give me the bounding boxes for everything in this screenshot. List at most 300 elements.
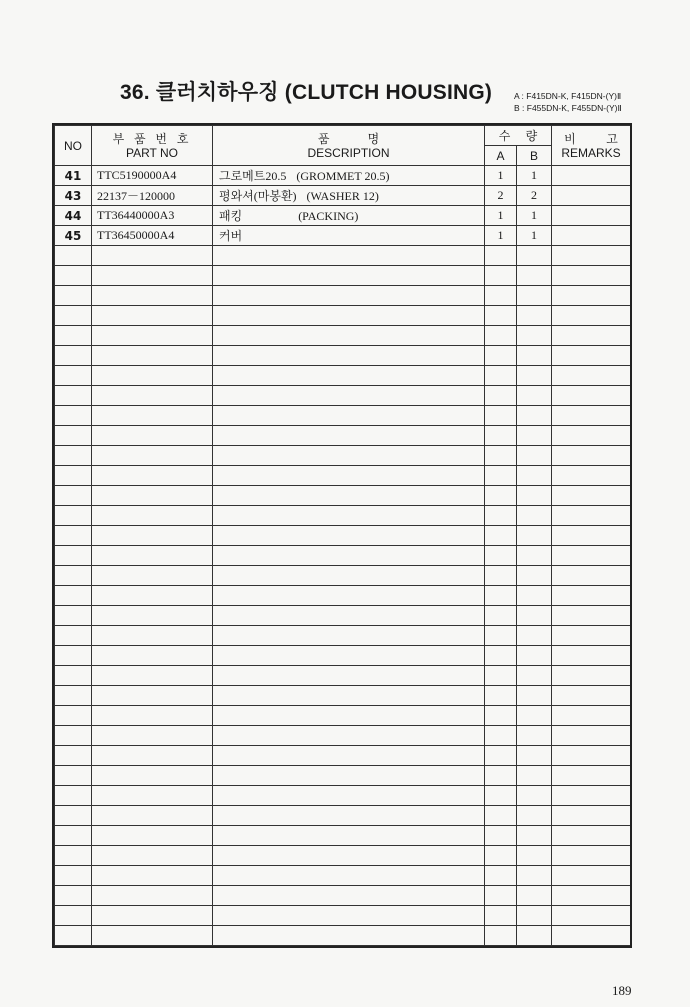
empty-cell <box>552 306 631 326</box>
model-legend <box>514 90 622 114</box>
empty-cell <box>55 726 92 746</box>
empty-table-row <box>55 546 631 566</box>
empty-cell <box>92 306 213 326</box>
empty-cell <box>485 486 517 506</box>
empty-cell <box>517 886 552 906</box>
row-remarks <box>552 206 631 226</box>
empty-cell <box>517 326 552 346</box>
header-qty-b: B <box>517 146 552 166</box>
empty-cell <box>485 266 517 286</box>
empty-cell <box>552 446 631 466</box>
row-description <box>213 226 485 246</box>
empty-cell <box>55 806 92 826</box>
empty-cell <box>213 946 485 949</box>
empty-cell <box>92 566 213 586</box>
empty-cell <box>92 486 213 506</box>
empty-cell <box>92 606 213 626</box>
empty-cell <box>485 546 517 566</box>
row-description-kr: 커버 <box>219 229 243 243</box>
empty-table-row <box>55 586 631 606</box>
empty-cell <box>517 526 552 546</box>
empty-cell <box>213 546 485 566</box>
empty-cell <box>517 286 552 306</box>
empty-cell <box>92 786 213 806</box>
empty-cell <box>517 566 552 586</box>
empty-cell <box>92 366 213 386</box>
empty-cell <box>92 266 213 286</box>
empty-cell <box>517 466 552 486</box>
row-qty-a: 2 <box>485 186 517 206</box>
empty-cell <box>213 766 485 786</box>
empty-cell <box>213 706 485 726</box>
empty-cell <box>55 366 92 386</box>
empty-cell <box>213 806 485 826</box>
empty-cell <box>485 306 517 326</box>
empty-cell <box>213 266 485 286</box>
row-part-no: 22137－120000 <box>92 186 213 206</box>
empty-cell <box>55 246 92 266</box>
row-description-kr: 평와셔(마봉환) <box>219 189 297 203</box>
empty-cell <box>517 606 552 626</box>
empty-cell <box>517 486 552 506</box>
row-part-no: TT36450000A4 <box>92 226 213 246</box>
empty-table-row <box>55 466 631 486</box>
header-part-no-kr: 부 품 번 호 <box>112 131 192 146</box>
empty-cell <box>485 806 517 826</box>
empty-table-row <box>55 646 631 666</box>
empty-cell <box>485 786 517 806</box>
empty-cell <box>517 826 552 846</box>
empty-cell <box>213 726 485 746</box>
empty-cell <box>485 346 517 366</box>
model-b-label: B : F455DN-K, F455DN-(Y)Ⅱ <box>514 103 622 113</box>
empty-cell <box>55 886 92 906</box>
empty-cell <box>552 466 631 486</box>
empty-cell <box>485 686 517 706</box>
empty-table-row <box>55 486 631 506</box>
empty-cell <box>552 366 631 386</box>
empty-cell <box>485 946 517 949</box>
empty-cell <box>55 566 92 586</box>
empty-cell <box>92 686 213 706</box>
empty-cell <box>213 406 485 426</box>
row-part-no: TT36440000A3 <box>92 206 213 226</box>
empty-cell <box>92 546 213 566</box>
empty-cell <box>55 626 92 646</box>
empty-cell <box>485 846 517 866</box>
empty-cell <box>213 246 485 266</box>
empty-cell <box>213 586 485 606</box>
empty-cell <box>517 806 552 826</box>
empty-cell <box>213 926 485 946</box>
header-description <box>213 126 485 166</box>
empty-cell <box>552 786 631 806</box>
header-remarks-en: REMARKS <box>561 145 621 160</box>
empty-cell <box>213 306 485 326</box>
row-no: 44 <box>55 206 92 226</box>
empty-cell <box>55 486 92 506</box>
empty-cell <box>485 406 517 426</box>
empty-cell <box>517 746 552 766</box>
empty-cell <box>92 846 213 866</box>
empty-table-row <box>55 726 631 746</box>
empty-cell <box>485 826 517 846</box>
empty-cell <box>92 626 213 646</box>
empty-cell <box>55 286 92 306</box>
empty-cell <box>485 646 517 666</box>
empty-cell <box>485 626 517 646</box>
empty-cell <box>55 546 92 566</box>
empty-cell <box>517 726 552 746</box>
empty-table-row <box>55 906 631 926</box>
empty-cell <box>92 286 213 306</box>
empty-cell <box>552 686 631 706</box>
empty-table-row <box>55 886 631 906</box>
empty-cell <box>552 606 631 626</box>
row-description-en: (PACKING) <box>298 209 359 223</box>
empty-cell <box>552 546 631 566</box>
empty-table-row <box>55 686 631 706</box>
empty-cell <box>485 426 517 446</box>
empty-cell <box>55 386 92 406</box>
empty-cell <box>517 906 552 926</box>
empty-cell <box>517 846 552 866</box>
empty-cell <box>55 706 92 726</box>
empty-cell <box>213 326 485 346</box>
row-description <box>213 206 485 226</box>
empty-cell <box>213 286 485 306</box>
empty-cell <box>213 666 485 686</box>
empty-cell <box>55 906 92 926</box>
empty-cell <box>552 866 631 886</box>
empty-cell <box>517 926 552 946</box>
row-qty-b: 1 <box>517 166 552 186</box>
empty-cell <box>552 326 631 346</box>
header-part-no-en: PART NO <box>125 145 178 160</box>
empty-cell <box>552 886 631 906</box>
empty-cell <box>213 386 485 406</box>
empty-table-row <box>55 266 631 286</box>
empty-cell <box>92 946 213 949</box>
empty-table-row <box>55 626 631 646</box>
row-qty-a: 1 <box>485 206 517 226</box>
empty-table-row <box>55 826 631 846</box>
empty-cell <box>552 946 631 949</box>
empty-cell <box>485 906 517 926</box>
empty-cell <box>552 506 631 526</box>
empty-cell <box>92 466 213 486</box>
empty-cell <box>213 446 485 466</box>
empty-cell <box>92 646 213 666</box>
header-qty-a: A <box>485 146 517 166</box>
empty-cell <box>55 446 92 466</box>
parts-table-body <box>55 166 631 949</box>
empty-cell <box>517 306 552 326</box>
empty-cell <box>213 426 485 446</box>
empty-cell <box>517 346 552 366</box>
empty-cell <box>213 486 485 506</box>
empty-cell <box>213 626 485 646</box>
empty-cell <box>552 846 631 866</box>
empty-cell <box>92 446 213 466</box>
empty-table-row <box>55 786 631 806</box>
empty-cell <box>55 346 92 366</box>
empty-cell <box>485 606 517 626</box>
empty-cell <box>485 706 517 726</box>
header-quantity: 수 량 <box>485 126 552 146</box>
empty-cell <box>55 306 92 326</box>
empty-cell <box>213 366 485 386</box>
empty-table-row <box>55 866 631 886</box>
empty-table-row <box>55 306 631 326</box>
empty-cell <box>92 666 213 686</box>
empty-cell <box>92 886 213 906</box>
empty-table-row <box>55 806 631 826</box>
row-qty-b: 2 <box>517 186 552 206</box>
empty-cell <box>92 346 213 366</box>
empty-cell <box>552 246 631 266</box>
header-no: NO <box>55 126 92 166</box>
empty-cell <box>55 426 92 446</box>
empty-cell <box>92 386 213 406</box>
empty-cell <box>517 686 552 706</box>
empty-cell <box>55 846 92 866</box>
header-description-kr: 품 명 <box>317 131 380 146</box>
empty-cell <box>213 466 485 486</box>
table-row <box>55 206 631 226</box>
table-row <box>55 186 631 206</box>
page-title: 36. 클러치하우징 (CLUTCH HOUSING) <box>120 81 493 104</box>
empty-cell <box>485 526 517 546</box>
empty-cell <box>55 526 92 546</box>
empty-table-row <box>55 446 631 466</box>
empty-cell <box>213 846 485 866</box>
empty-cell <box>55 786 92 806</box>
empty-cell <box>55 266 92 286</box>
empty-cell <box>485 726 517 746</box>
row-remarks <box>552 186 631 206</box>
empty-table-row <box>55 846 631 866</box>
empty-cell <box>92 726 213 746</box>
row-description-kr: 패킹 <box>219 209 243 223</box>
header-part-no <box>92 126 213 166</box>
empty-cell <box>552 906 631 926</box>
empty-table-row <box>55 346 631 366</box>
empty-cell <box>55 746 92 766</box>
empty-cell <box>552 626 631 646</box>
empty-cell <box>552 666 631 686</box>
empty-cell <box>55 586 92 606</box>
empty-cell <box>552 586 631 606</box>
empty-cell <box>92 866 213 886</box>
empty-table-row <box>55 926 631 946</box>
empty-cell <box>517 426 552 446</box>
empty-cell <box>517 786 552 806</box>
empty-cell <box>517 646 552 666</box>
empty-cell <box>92 766 213 786</box>
empty-cell <box>213 686 485 706</box>
empty-cell <box>92 426 213 446</box>
empty-cell <box>485 246 517 266</box>
row-description-en: (WASHER 12) <box>306 189 379 203</box>
empty-cell <box>485 866 517 886</box>
empty-cell <box>55 506 92 526</box>
table-row <box>55 166 631 186</box>
empty-cell <box>92 506 213 526</box>
empty-cell <box>552 746 631 766</box>
empty-cell <box>92 246 213 266</box>
empty-cell <box>485 746 517 766</box>
row-no: 41 <box>55 166 92 186</box>
empty-cell <box>552 486 631 506</box>
empty-table-row <box>55 326 631 346</box>
empty-cell <box>92 526 213 546</box>
empty-cell <box>552 386 631 406</box>
empty-cell <box>552 646 631 666</box>
empty-table-row <box>55 506 631 526</box>
empty-cell <box>485 506 517 526</box>
empty-cell <box>485 926 517 946</box>
empty-cell <box>552 346 631 366</box>
row-description <box>213 166 485 186</box>
empty-cell <box>517 546 552 566</box>
empty-cell <box>517 406 552 426</box>
empty-cell <box>517 866 552 886</box>
empty-cell <box>517 366 552 386</box>
empty-cell <box>485 286 517 306</box>
empty-cell <box>213 606 485 626</box>
empty-cell <box>55 606 92 626</box>
empty-cell <box>485 466 517 486</box>
empty-cell <box>55 666 92 686</box>
empty-cell <box>485 666 517 686</box>
empty-cell <box>517 666 552 686</box>
empty-cell <box>55 946 92 949</box>
empty-cell <box>552 406 631 426</box>
empty-cell <box>485 566 517 586</box>
empty-cell <box>55 686 92 706</box>
empty-cell <box>552 826 631 846</box>
empty-cell <box>552 566 631 586</box>
empty-table-row <box>55 426 631 446</box>
empty-cell <box>92 926 213 946</box>
page-number: 189 <box>612 983 632 998</box>
row-qty-b: 1 <box>517 226 552 246</box>
empty-table-row <box>55 746 631 766</box>
empty-cell <box>485 886 517 906</box>
row-qty-b: 1 <box>517 206 552 226</box>
empty-cell <box>485 326 517 346</box>
empty-cell <box>92 826 213 846</box>
header-remarks <box>552 126 631 166</box>
empty-cell <box>92 746 213 766</box>
empty-cell <box>213 526 485 546</box>
row-remarks <box>552 166 631 186</box>
empty-table-row <box>55 386 631 406</box>
empty-cell <box>552 726 631 746</box>
empty-table-row <box>55 766 631 786</box>
model-a-label: A : F415DN-K, F415DN-(Y)Ⅱ <box>514 91 622 101</box>
empty-cell <box>517 386 552 406</box>
empty-cell <box>213 886 485 906</box>
empty-cell <box>517 266 552 286</box>
empty-table-row <box>55 706 631 726</box>
row-remarks <box>552 226 631 246</box>
empty-table-row <box>55 566 631 586</box>
empty-cell <box>517 626 552 646</box>
empty-cell <box>55 466 92 486</box>
empty-cell <box>213 746 485 766</box>
empty-cell <box>92 706 213 726</box>
empty-cell <box>92 326 213 346</box>
header-description-en: DESCRIPTION <box>307 145 390 160</box>
empty-cell <box>552 266 631 286</box>
row-no: 43 <box>55 186 92 206</box>
empty-cell <box>517 946 552 949</box>
empty-cell <box>213 826 485 846</box>
row-no: 45 <box>55 226 92 246</box>
row-part-no: TTC5190000A4 <box>92 166 213 186</box>
empty-cell <box>552 526 631 546</box>
empty-cell <box>485 586 517 606</box>
empty-cell <box>92 806 213 826</box>
empty-cell <box>55 826 92 846</box>
empty-table-row <box>55 246 631 266</box>
header-remarks-kr: 비 고 <box>564 131 618 146</box>
empty-cell <box>517 586 552 606</box>
row-qty-a: 1 <box>485 166 517 186</box>
empty-cell <box>552 766 631 786</box>
empty-cell <box>92 586 213 606</box>
empty-table-row <box>55 366 631 386</box>
empty-cell <box>55 406 92 426</box>
empty-cell <box>213 646 485 666</box>
empty-cell <box>213 786 485 806</box>
empty-cell <box>517 446 552 466</box>
empty-cell <box>55 866 92 886</box>
empty-cell <box>213 906 485 926</box>
empty-cell <box>485 446 517 466</box>
empty-table-row <box>55 406 631 426</box>
empty-cell <box>55 646 92 666</box>
empty-table-row <box>55 526 631 546</box>
empty-cell <box>92 906 213 926</box>
empty-table-row <box>55 946 631 949</box>
row-description <box>213 186 485 206</box>
parts-table <box>54 125 631 948</box>
empty-table-row <box>55 666 631 686</box>
empty-cell <box>517 246 552 266</box>
empty-table-row <box>55 606 631 626</box>
empty-cell <box>552 286 631 306</box>
empty-cell <box>517 506 552 526</box>
table-row <box>55 226 631 246</box>
empty-cell <box>55 766 92 786</box>
empty-cell <box>485 386 517 406</box>
row-qty-a: 1 <box>485 226 517 246</box>
empty-cell <box>552 926 631 946</box>
empty-cell <box>517 766 552 786</box>
empty-cell <box>55 926 92 946</box>
empty-cell <box>55 326 92 346</box>
parts-table-frame <box>52 123 632 948</box>
row-description-en: (GROMMET 20.5) <box>296 169 390 183</box>
empty-cell <box>213 866 485 886</box>
empty-cell <box>552 706 631 726</box>
empty-cell <box>485 366 517 386</box>
empty-cell <box>213 566 485 586</box>
empty-cell <box>213 506 485 526</box>
